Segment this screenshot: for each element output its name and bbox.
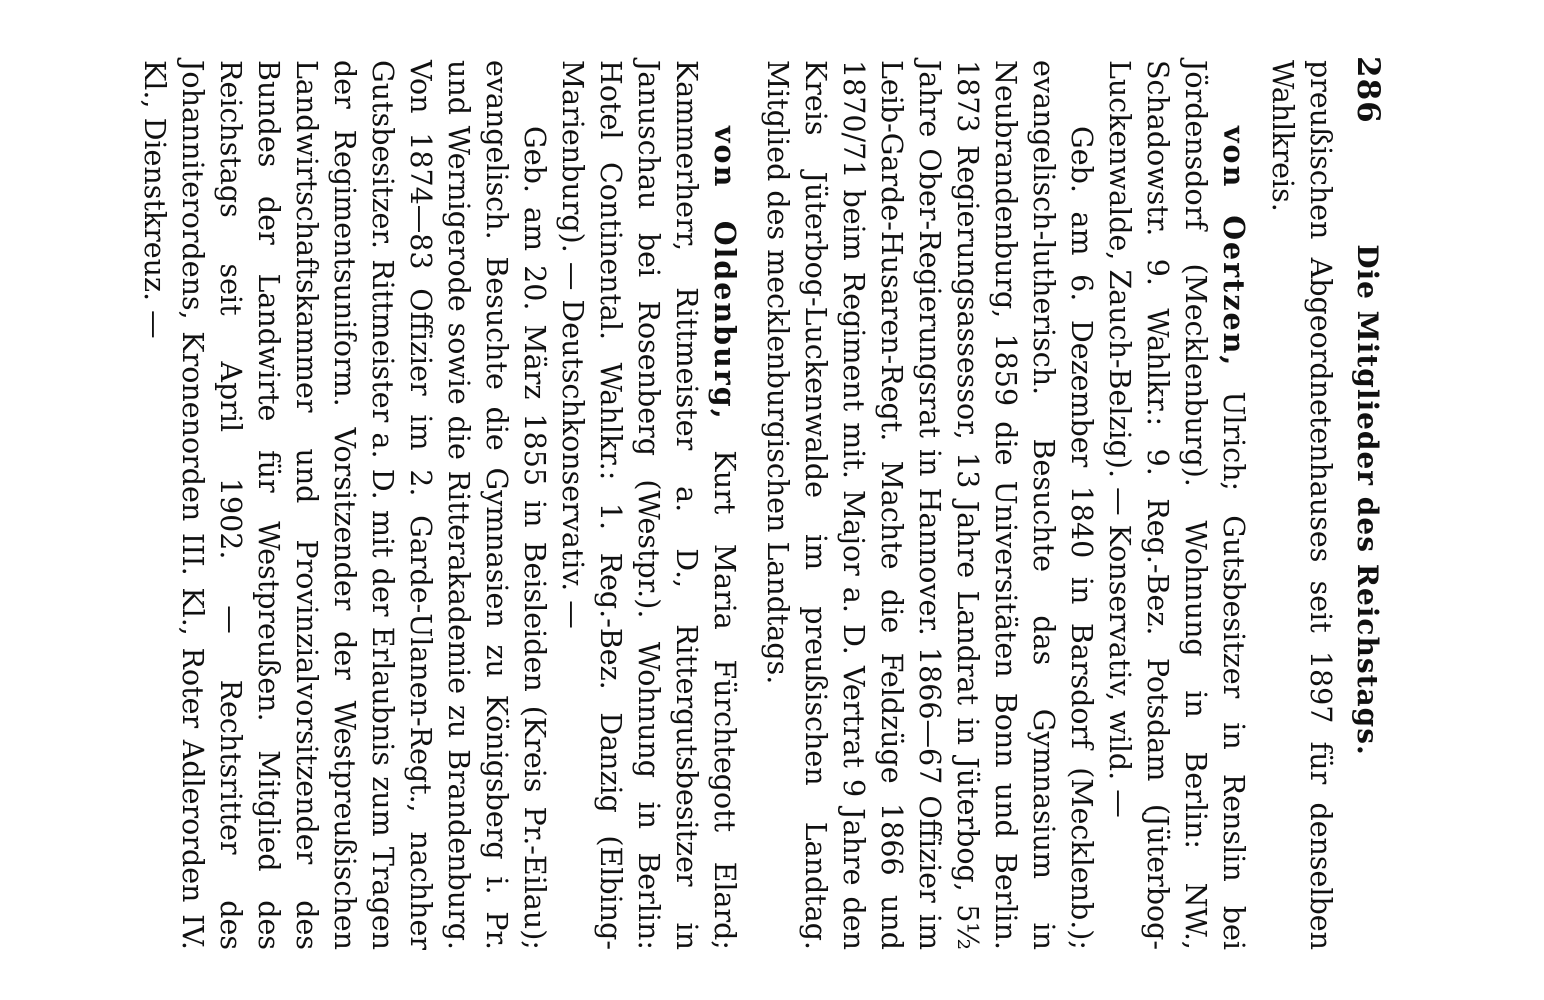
page-header xyxy=(1346,0,1386,1000)
member-entry-oertzen-header xyxy=(1100,60,1253,950)
member-entry-oertzen-biography: Geb. am 6. Dezember 1840 in Barsdorf (Mecklenb.); evangelisch-lutherisch. Besuchte das Gymnasium in Neubrandenburg, 1859 die Universitäten Bonn und Berlin. 1873 Regierungsassessor, 13 Jahre Landrat in Jüterbog, 5½ Jahre Ober-Regierungsrat in Hannover. 1866—67 Offizier im Leib-Garde-Husaren-Regt. Machte die Feldzüge 1866 und 1870/71 beim Regiment mit. Major a. D. Vertrat 9 Jahre den Kreis Jüterbog-Luckenwalde im preußischen Landtag. Mitglied des mecklenburgischen Landtags. xyxy=(761,60,1098,950)
continued-paragraph: preußischen Abgeordnetenhauses seit 1897 für denselben Wahlkreis. xyxy=(1266,60,1337,950)
member-name: von Oertzen, xyxy=(1217,126,1251,368)
page-body xyxy=(135,60,1339,950)
member-name: von Oldenburg, xyxy=(708,126,742,421)
running-head: Die Mitglieder des Reichstags. xyxy=(1351,244,1384,756)
member-entry-oldenburg-biography: Geb. am 20. März 1855 in Beisleiden (Kreis Pr.-Eilau); evangelisch. Besuchte die Gymnasien zu Königsberg i. Pr. und Wernigerode sowie die Ritterakademie zu Brandenburg. Von 1874—83 Offizier im 2. Garde-Ulanen-Regt., nachher Gutsbesitzer. Rittmeister a. D. mit der Erlaubnis zum Tragen der Regimentsuniform. Vorsitzender der Westpreußischen Landwirtschaftskammer und Provinzialvorsitzender des Bundes der Landwirte für Westpreußen. Mitglied des Reichstags seit April 1902. — Rechtsritter des Johanniterordens, Kronenorden III. Kl., Roter Adlerorden IV. Kl., Dienstkreuz. — xyxy=(138,60,551,950)
member-details: Ulrich; Gutsbesitzer in Renslin bei Jördensdorf (Mecklenburg). Wohnung in Berlin: NW., Schadowstr. 9. Wahlkr.: 9. Reg.-Bez. Potsdam (Jüterbog-Luckenwalde, Zauch-Belzig). — Konservativ, wild. — xyxy=(1103,60,1250,950)
member-entry-oldenburg-header xyxy=(553,60,744,950)
member-details: Kurt Maria Fürchtegott Elard; Kammerherr, Rittmeister a. D., Rittergutsbesitzer in Januschau bei Rosenberg (Westpr.). Wohnung in Berlin: Hotel Continental. Wahlkr.: 1. Reg.-Bez. Danzig (Elbing-Marienburg). — Deutschkonservativ. — xyxy=(556,60,741,950)
page-number: 286 xyxy=(1350,56,1386,124)
